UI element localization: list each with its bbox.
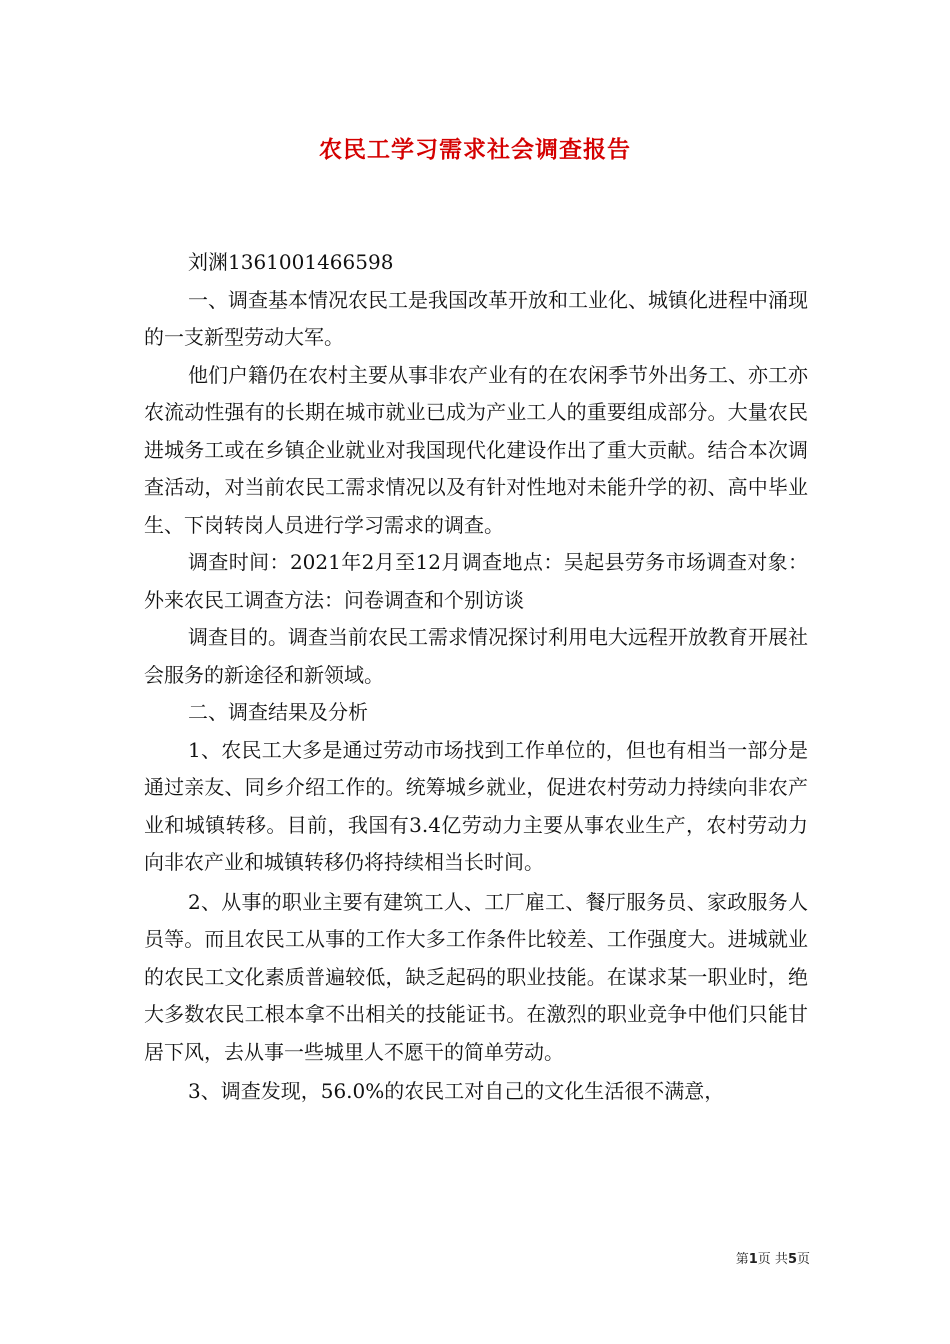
footer-middle: 页 共: [757, 1252, 788, 1267]
author-line: 刘渊1361001466598: [188, 250, 394, 274]
document-title: 农民工学习需求社会调查报告: [319, 136, 631, 163]
footer-suffix: 页: [796, 1252, 810, 1267]
section-heading-results: 二、调查结果及分析: [188, 700, 368, 724]
footer-current-page: 1: [748, 1252, 758, 1267]
paragraph-survey-purpose: 调查目的。调查当前农民工需求情况探讨利用电大远程开放教育开展社会服务的新途径和新领域。: [144, 625, 808, 687]
paragraph-result-1: 1、农民工大多是通过劳动市场找到工作单位的，但也有相当一部分是通过亲友、同乡介绍工作的。统筹城乡就业，促进农村劳动力持续向非农产业和城镇转移。目前，我国有3.4亿劳动力主要从事农业生产，农村劳动力向非农产业和城镇转移仍将持续相当长时间。: [144, 737, 808, 874]
paragraph-background: 他们户籍仍在农村主要从事非农产业有的在农闲季节外出务工、亦工亦农流动性强有的长期在城市就业已成为产业工人的重要组成部分。大量农民进城务工或在乡镇企业就业对我国现代化建设作出了重大贡献。结合本次调查活动，对当前农民工需求情况以及有针对性地对未能升学的初、高中毕业生、下岗转岗人员进行学习需求的调查。: [144, 362, 808, 537]
page-number-footer: [736, 1248, 810, 1267]
paragraph-basic-info: 一、调查基本情况农民工是我国改革开放和工业化、城镇化进程中涌现的一支新型劳动大军。: [144, 287, 808, 349]
document-body: [144, 244, 808, 1111]
paragraph-survey-details: 调查时间：2021年2月至12月调查地点：吴起县劳务市场调查对象：外来农民工调查方法：问卷调查和个别访谈: [144, 550, 808, 612]
paragraph-result-2: 2、从事的职业主要有建筑工人、工厂雇工、餐厅服务员、家政服务人员等。而且农民工从事的工作大多工作条件比较差、工作强度大。进城就业的农民工文化素质普遍较低，缺乏起码的职业技能。在谋求某一职业时，绝大多数农民工根本拿不出相关的技能证书。在激烈的职业竞争中他们只能甘居下风，去从事一些城里人不愿干的简单劳动。: [144, 889, 808, 1064]
footer-prefix: 第: [735, 1252, 749, 1267]
footer-total-pages: 5: [787, 1252, 797, 1267]
paragraph-result-3: 3、调查发现，56.0%的农民工对自己的文化生活很不满意，: [188, 1079, 725, 1103]
